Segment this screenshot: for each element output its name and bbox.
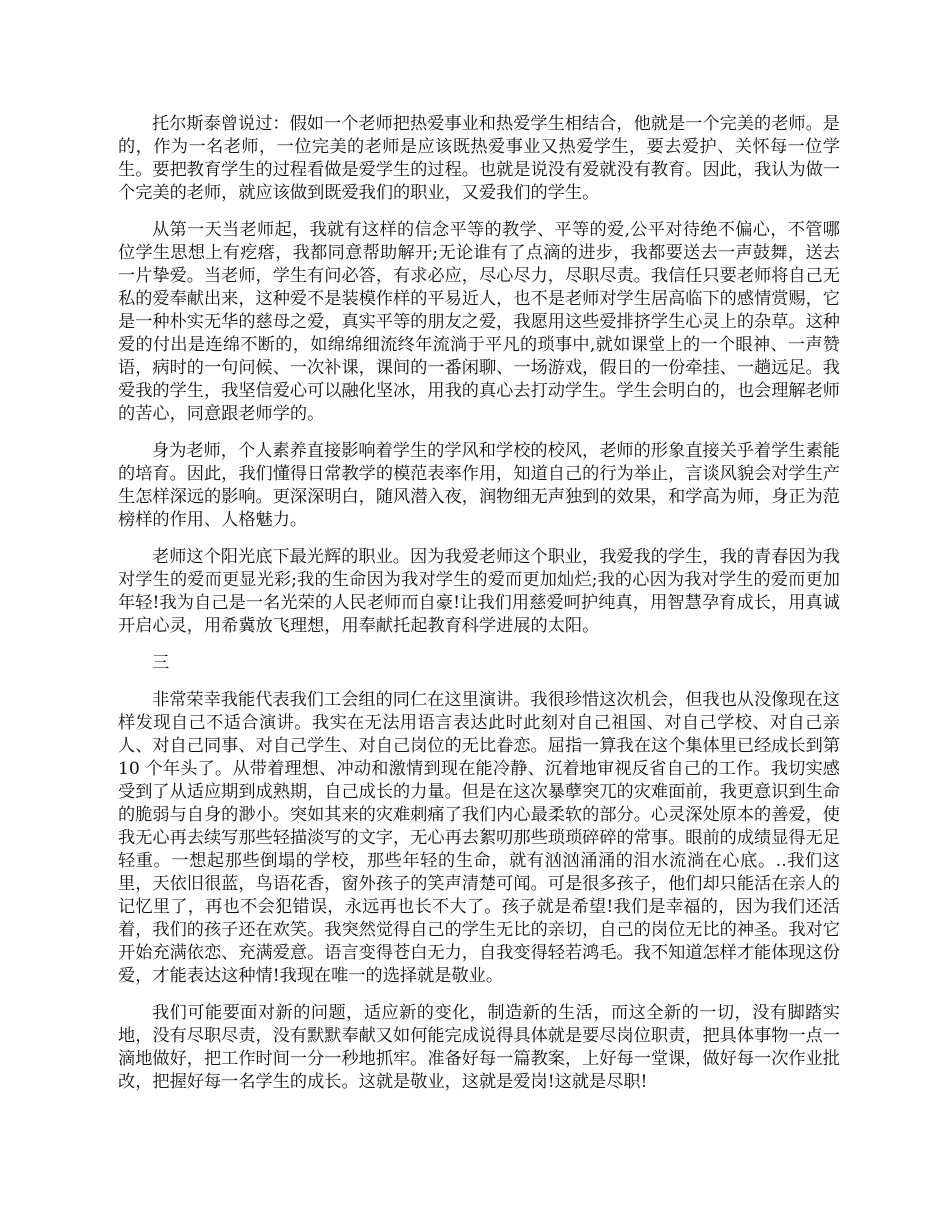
paragraph-teacher-role-model: 身为老师，个人素养直接影响着学生的学风和学校的校风，老师的形象直接关乎着学生素能的培育。因此，我们懂得日常教学的模范表率作用，知道自己的行为举止，言谈风貌会对学生产生怎样深远的影响。更深深明白，随风潜入夜，润物细无声独到的效果，和学高为师，身正为范榜样的作用、人格魅力。 xyxy=(118,441,840,530)
section-heading: 三 xyxy=(152,653,170,673)
paragraph-tolstoy: 托尔斯泰曾说过：假如一个老师把热爱事业和热爱学生相结合，他就是一个完美的老师。是的，作为一名老师，一位完美的老师是应该既热爱事业又热爱学生，要去爱护、关怀每一位学生。要把教育学生的过程看做是爱学生的过程。也就是说没有爱就没有教育。因此，我认为做一个完美的老师，就应该做到既爱我们的职业，又爱我们的学生。 xyxy=(118,114,840,203)
paragraph-brightest-profession: 老师这个阳光底下最光辉的职业。因为我爱老师这个职业，我爱我的学生，我的青春因为我对学生的爱而更显光彩;我的生命因为我对学生的爱而更加灿烂;我的心因为我对学生的爱而更加年轻!我为自己是一名光荣的人民老师而自豪!让我们用慈爱呵护纯真，用智慧孕育成长，用真诚开启心灵，用希冀放飞理想，用奉献托起教育科学进展的太阳。 xyxy=(118,547,840,636)
paragraph-dedication: 我们可能要面对新的问题，适应新的变化，制造新的生活，而这全新的一切，没有脚踏实地，没有尽职尽责，没有默默奉献又如何能完成说得具体就是要尽岗位职责，把具体事物一点一滴地做好，把工作时间一分一秒地抓牢。准备好每一篇教案，上好每一堂课，做好每一次作业批改，把握好每一名学生的成长。这就是敬业，这就是爱岗!这就是尽职! xyxy=(118,1003,840,1092)
paragraph-speech-opening: 非常荣幸我能代表我们工会组的同仁在这里演讲。我很珍惜这次机会，但我也从没像现在这样发现自己不适合演讲。我实在无法用语言表达此时此刻对自己祖国、对自己学校、对自己亲人、对自己同事、对自己学生、对自己岗位的无比眷恋。屈指一算我在这个集体里已经成长到第 10 个年头了。从带着理想、冲动和激情到现在能冷静、沉着地审视反省自己的工作。我切实感受到了从适应期到成熟期，自己成长的力量。但是在这次暴孽突兀的灾难面前，我更意识到生命的脆弱与自身的渺小。突如其来的灾难刺痛了我们内心最柔软的部分。心灵深处原本的善爱，使我无心再去续写那些轻描淡写的文字，无心再去絮叨那些琐琐碎碎的常事。眼前的成绩显得无足轻重。一想起那些倒塌的学校，那些年轻的生命，就有汹汹涌涌的泪水流淌在心底。..我们这里，天依旧很蓝，鸟语花香，窗外孩子的笑声清楚可闻。可是很多孩子，他们却只能活在亲人的记忆里了，再也不会犯错误，永远再也长不大了。孩子就是希望!我们是幸福的，因为我们还活着，我们的孩子还在欢笑。我突然觉得自己的学生无比的亲切，自己的岗位无比的神圣。我对它开始充满依恋、充满爱意。语言变得苍白无力，自我变得轻若鸿毛。我不知道怎样才能体现这份爱，才能表达这种情!我现在唯一的选择就是敬业。 xyxy=(118,690,840,986)
paragraph-equal-love: 从第一天当老师起，我就有这样的信念平等的教学、平等的爱,公平对待绝不偏心，不管哪位学生思想上有疙瘩，我都同意帮助解开;无论谁有了点滴的进步，我都要送去一声鼓舞，送去一片挚爱。当老师，学生有问必答，有求必应，尽心尽力，尽职尽责。我信任只要老师将自己无私的爱奉献出来，这种爱不是装模作样的平易近人，也不是老师对学生居高临下的感情赏赐，它是一种朴实无华的慈母之爱，真实平等的朋友之爱，我愿用这些爱排挤学生心灵上的杂草。这种爱的付出是连绵不断的，如绵绵细流终年流淌于平凡的琐事中,就如课堂上的一个眼神、一声赞语，病时的一句问候、一次补课，课间的一番闲聊、一场游戏，假日的一份牵挂、一趟远足。我爱我的学生，我坚信爱心可以融化坚冰，用我的真心去打动学生。学生会明白的，也会理解老师的苦心，同意跟老师学的。 xyxy=(118,220,840,424)
document-body xyxy=(118,113,840,1108)
